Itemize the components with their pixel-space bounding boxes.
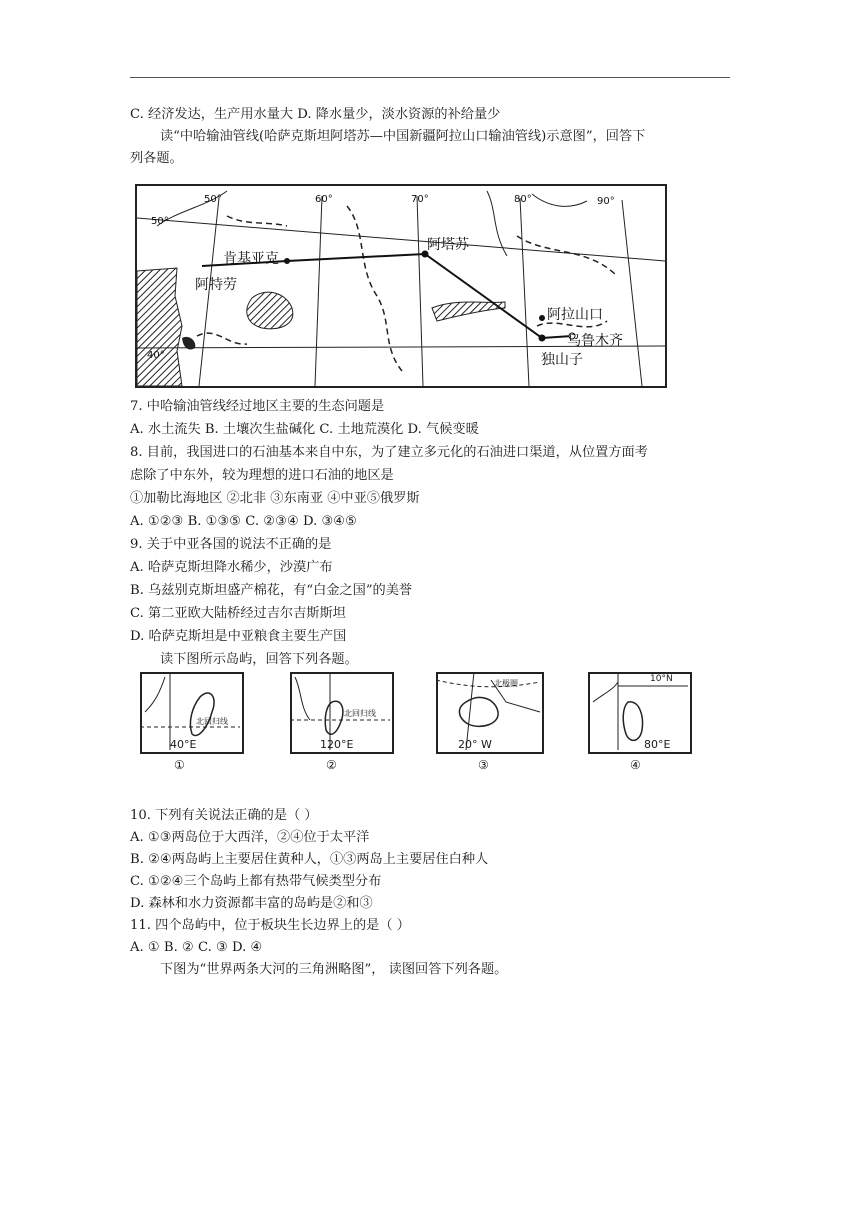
q8-options: A. ①②③ B. ①③⑤ C. ②③④ D. ③④⑤ — [130, 514, 357, 529]
place-dushanzi: 独山子 — [541, 352, 583, 368]
header-rule — [130, 77, 730, 78]
place-atasu: 阿塔苏 — [427, 237, 469, 253]
island-2-lon: 120°E — [320, 738, 354, 751]
pipeline-map — [135, 184, 667, 388]
lat-label-40: 40° — [147, 350, 165, 361]
q8-items: ①加勒比海地区 ②北非 ③东南亚 ④中亚⑤俄罗斯 — [130, 491, 420, 506]
lon-label-70: 70° — [411, 194, 429, 205]
islands-figure — [130, 672, 710, 782]
place-ateliao: 阿特劳 — [195, 277, 237, 293]
q10-option-c: C. ①②④三个岛屿上都有热带气候类型分布 — [130, 874, 382, 889]
q9-option-a: A. 哈萨克斯坦降水稀少，沙漠广布 — [130, 560, 333, 575]
q9-option-c: C. 第二亚欧大陆桥经过吉尔吉斯斯坦 — [130, 606, 346, 621]
lon-label-80: 80° — [514, 194, 532, 205]
q10-option-b: B. ②④两岛屿上主要居住黄种人，①③两岛上主要居住白种人 — [130, 852, 489, 867]
q10-stem: 10. 下列有关说法正确的是（ ） — [130, 808, 318, 823]
q9-stem: 9. 关于中亚各国的说法不正确的是 — [130, 537, 332, 552]
place-alashankou: 阿拉山口 — [547, 307, 603, 323]
q11-options: A. ① B. ② C. ③ D. ④ — [130, 940, 263, 955]
island-3-tag: 北极圈 — [494, 679, 518, 688]
place-wulumuqi: 乌鲁木齐 — [567, 333, 623, 349]
q11-stem: 11. 四个岛屿中，位于板块生长边界上的是（ ） — [130, 918, 410, 933]
lat-label-50: 50° — [151, 216, 169, 227]
lon-label-90: 90° — [597, 196, 615, 207]
q10-option-d: D. 森林和水力资源都丰富的岛屿是②和③ — [130, 896, 373, 911]
q8-stem-1: 8. 目前，我国进口的石油基本来自中东，为了建立多元化的石油进口渠道，从位置方面考 — [130, 445, 648, 460]
island-1-lon: 40°E — [170, 738, 197, 751]
island-3-num: ③ — [478, 758, 489, 772]
island-4-num: ④ — [630, 758, 641, 772]
place-kenjiyake: 肯基亚克 — [223, 251, 279, 267]
island-2-num: ② — [326, 758, 337, 772]
q10-option-a: A. ①③两岛位于大西洋，②④位于太平洋 — [130, 830, 370, 845]
q8-stem-2: 虑除了中东外，较为理想的进口石油的地区是 — [130, 468, 394, 483]
q9-option-b: B. 乌兹别克斯坦盛产棉花，有“白金之国”的美誉 — [130, 583, 413, 598]
q7-stem: 7. 中哈输油管线经过地区主要的生态问题是 — [130, 399, 385, 414]
q7-options: A. 水土流失 B. 土壤次生盐碱化 C. 土地荒漠化 D. 气候变暖 — [130, 422, 479, 437]
island-3-lon: 20° W — [458, 738, 492, 751]
islands-intro: 读下图所示岛屿，回答下列各题。 — [160, 652, 358, 667]
map-intro-line1: 读“中哈输油管线(哈萨克斯坦阿塔苏—中国新疆阿拉山口输油管线)示意图”，回答下 — [160, 129, 646, 144]
delta-intro: 下图为“世界两条大河的三角洲略图”， 读图回答下列各题。 — [160, 962, 508, 977]
island-1-tag: 北回归线 — [196, 717, 228, 726]
island-4-lon: 80°E — [644, 738, 671, 751]
island-2-tag: 北回归线 — [344, 709, 376, 718]
map-intro-line2: 列各题。 — [130, 151, 183, 166]
lon-label-50: 50° — [204, 194, 222, 205]
island-4-lat: 10°N — [650, 674, 673, 684]
q9-option-d: D. 哈萨克斯坦是中亚粮食主要生产国 — [130, 629, 347, 644]
lon-label-60: 60° — [315, 194, 333, 205]
island-1-num: ① — [174, 758, 185, 772]
q6-options-cd: C. 经济发达，生产用水量大 D. 降水量少，淡水资源的补给量少 — [130, 107, 501, 122]
